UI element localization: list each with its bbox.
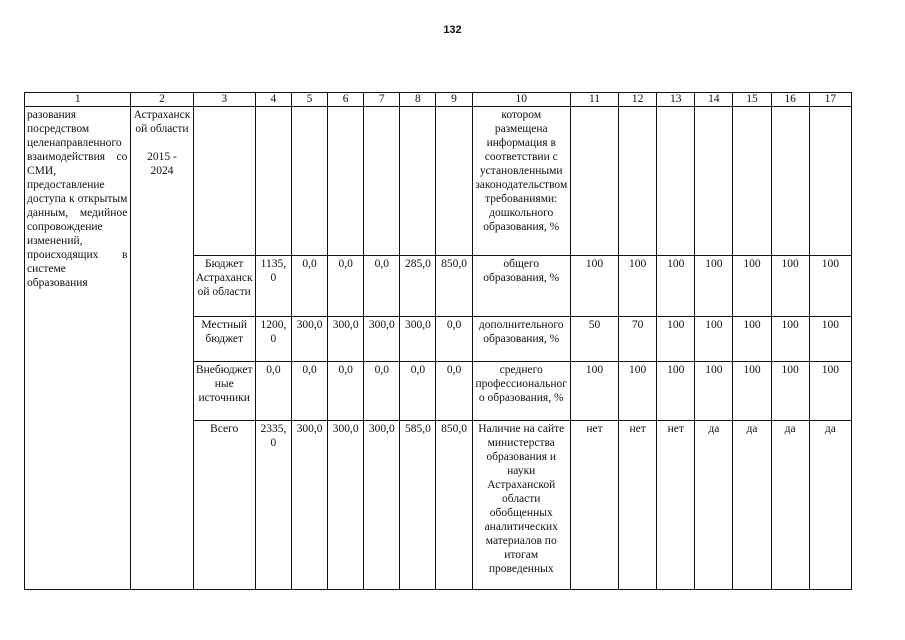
indicator-value-cell: 100 (695, 256, 733, 317)
empty-cell (291, 107, 327, 256)
empty-cell (809, 107, 851, 256)
indicator-value-cell: да (809, 421, 851, 590)
amount-cell: 0,0 (400, 362, 436, 421)
indicator-value-cell: да (733, 421, 771, 590)
page-number: 132 (443, 24, 462, 36)
amount-cell: 0,0 (291, 362, 327, 421)
column-header: 10 (472, 93, 570, 107)
column-header: 12 (619, 93, 657, 107)
column-header: 2 (131, 93, 193, 107)
indicator-value-cell: 100 (657, 256, 695, 317)
indicator-value-cell: 100 (570, 362, 618, 421)
indicator-value-cell: 100 (619, 362, 657, 421)
amount-cell: 0,0 (328, 362, 364, 421)
column-header: 6 (328, 93, 364, 107)
empty-cell (255, 107, 291, 256)
column-header: 14 (695, 93, 733, 107)
column-header: 16 (771, 93, 809, 107)
empty-cell (328, 107, 364, 256)
amount-cell: 300,0 (364, 317, 400, 362)
amount-cell: 2335,0 (255, 421, 291, 590)
amount-cell: 1135,0 (255, 256, 291, 317)
amount-cell: 0,0 (436, 362, 472, 421)
amount-cell: 0,0 (364, 256, 400, 317)
header-row (25, 93, 852, 107)
column-header: 3 (193, 93, 255, 107)
empty-cell (193, 107, 255, 256)
indicator-value-cell: 100 (809, 317, 851, 362)
budget-table (24, 92, 852, 590)
indicator-value-cell: 70 (619, 317, 657, 362)
amount-cell: 300,0 (364, 421, 400, 590)
indicator-value-cell: 100 (695, 362, 733, 421)
activity-description-cell: разования посредством целенаправленного взаимодействия со СМИ, предоставление доступа к открытым данным, медийное сопровождение изменений, происходящих в системе образования (25, 107, 131, 590)
amount-cell: 300,0 (400, 317, 436, 362)
indicator-value-cell: 100 (695, 317, 733, 362)
indicator-cell: среднего профессионального образования, % (472, 362, 570, 421)
indicator-cell: котором размещена информация в соответствии с установленными законодательством требованиями: дошкольного образования, % (472, 107, 570, 256)
amount-cell: 300,0 (328, 317, 364, 362)
column-header: 5 (291, 93, 327, 107)
column-header: 17 (809, 93, 851, 107)
amount-cell: 850,0 (436, 421, 472, 590)
indicator-value-cell: да (695, 421, 733, 590)
indicator-value-cell: нет (570, 421, 618, 590)
indicator-value-cell: нет (619, 421, 657, 590)
column-header: 8 (400, 93, 436, 107)
indicator-value-cell: 100 (657, 362, 695, 421)
table-row (25, 107, 852, 256)
amount-cell: 0,0 (436, 317, 472, 362)
amount-cell: 585,0 (400, 421, 436, 590)
indicator-value-cell: 100 (771, 362, 809, 421)
empty-cell (657, 107, 695, 256)
amount-cell: 0,0 (291, 256, 327, 317)
funding-source-cell: Местный бюджет (193, 317, 255, 362)
empty-cell (570, 107, 618, 256)
indicator-cell: общего образования, % (472, 256, 570, 317)
amount-cell: 300,0 (291, 421, 327, 590)
indicator-value-cell: 100 (771, 256, 809, 317)
indicator-value-cell: 50 (570, 317, 618, 362)
funding-source-cell: Внебюджетные источники (193, 362, 255, 421)
column-header: 11 (570, 93, 618, 107)
amount-cell: 0,0 (364, 362, 400, 421)
indicator-value-cell: 100 (733, 317, 771, 362)
amount-cell: 0,0 (255, 362, 291, 421)
empty-cell (733, 107, 771, 256)
indicator-value-cell: 100 (771, 317, 809, 362)
funding-source-cell: Бюджет Астраханской области (193, 256, 255, 317)
funding-source-cell: Всего (193, 421, 255, 590)
indicator-value-cell: 100 (733, 362, 771, 421)
column-header: 4 (255, 93, 291, 107)
indicator-value-cell: 100 (733, 256, 771, 317)
amount-cell: 0,0 (328, 256, 364, 317)
indicator-value-cell: нет (657, 421, 695, 590)
indicator-value-cell: да (771, 421, 809, 590)
empty-cell (400, 107, 436, 256)
amount-cell: 1200,0 (255, 317, 291, 362)
column-header: 15 (733, 93, 771, 107)
indicator-value-cell: 100 (570, 256, 618, 317)
empty-cell (364, 107, 400, 256)
empty-cell (436, 107, 472, 256)
column-header: 9 (436, 93, 472, 107)
empty-cell (695, 107, 733, 256)
region-period-cell: Астраханской области 2015 - 2024 (131, 107, 193, 590)
empty-cell (619, 107, 657, 256)
indicator-value-cell: 100 (657, 317, 695, 362)
indicator-value-cell: 100 (809, 362, 851, 421)
indicator-value-cell: 100 (809, 256, 851, 317)
column-header: 7 (364, 93, 400, 107)
indicator-cell: дополнительного образования, % (472, 317, 570, 362)
amount-cell: 300,0 (291, 317, 327, 362)
column-header: 1 (25, 93, 131, 107)
indicator-cell: Наличие на сайте министерства образования и науки Астраханской области обобщенных аналитических материалов по итогам проведенных (472, 421, 570, 590)
amount-cell: 285,0 (400, 256, 436, 317)
amount-cell: 300,0 (328, 421, 364, 590)
column-header: 13 (657, 93, 695, 107)
indicator-value-cell: 100 (619, 256, 657, 317)
empty-cell (771, 107, 809, 256)
amount-cell: 850,0 (436, 256, 472, 317)
